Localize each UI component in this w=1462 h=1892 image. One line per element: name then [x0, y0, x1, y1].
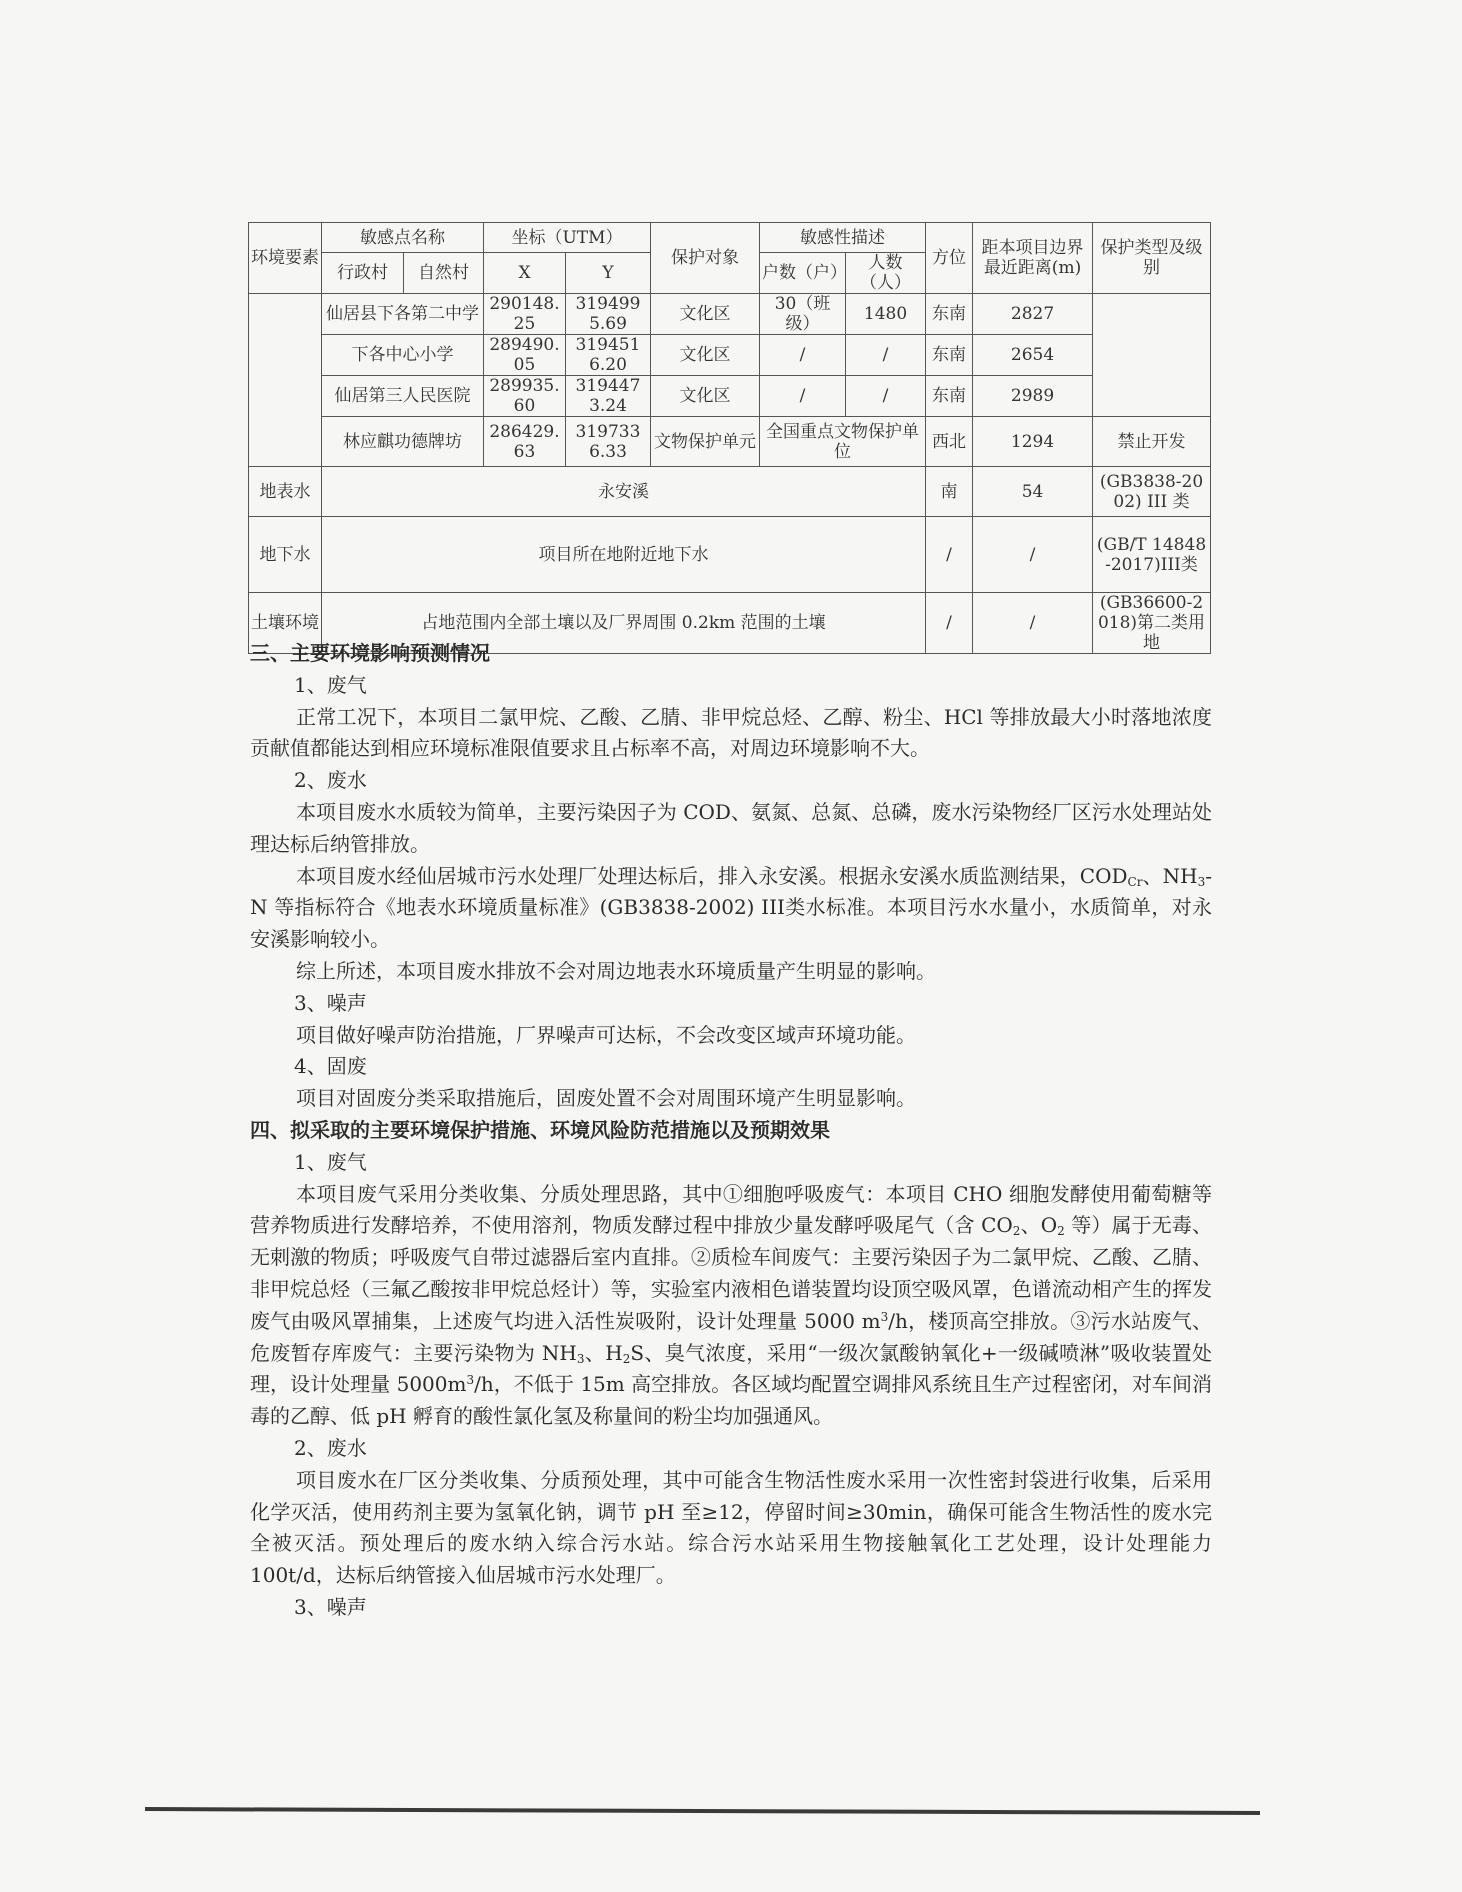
section3-title: 三、主要环境影响预测情况 [250, 641, 490, 665]
groundwater-type: (GB/T 14848-2017)III类 [1093, 517, 1211, 593]
row-obj: 文物保护单元 [651, 417, 760, 467]
surface-water-distance: 54 [973, 467, 1093, 517]
bottom-edge-line [145, 1807, 1260, 1815]
header-direction: 方位 [926, 223, 973, 294]
header-protect-obj: 保护对象 [651, 223, 760, 294]
groundwater-label: 地下水 [249, 517, 322, 593]
row-population: / [846, 335, 926, 376]
row-direction: 东南 [926, 335, 973, 376]
row-x: 289935.60 [484, 376, 566, 417]
blank-cell [249, 294, 322, 467]
row-y: 3194995.69 [566, 294, 651, 335]
row-x: 290148.25 [484, 294, 566, 335]
section3-noise-title: 3、噪声 [294, 990, 367, 1015]
row-name: 下各中心小学 [322, 335, 484, 376]
header-coord: 坐标（UTM） [484, 223, 651, 253]
row-obj: 文化区 [651, 335, 760, 376]
header-y: Y [566, 253, 651, 294]
row-obj: 文化区 [651, 294, 760, 335]
section4-wastewater-title: 2、废水 [294, 1435, 367, 1460]
row-name: 仙居县下各第二中学 [322, 294, 484, 335]
section3-wastewater-text3: 综上所述，本项目废水排放不会对周边地表水环境质量产生明显的影响。 [296, 958, 936, 983]
table-row [249, 417, 1211, 467]
row-households: 全国重点文物保护单位 [760, 417, 926, 467]
section3-wastewater-text2: 本项目废水经仙居城市污水处理厂处理达标后，排入永安溪。根据永安溪水质监测结果，$COD_{Cr}$、$NH_3-N$ 等指标符合《地表水环境质量标准》(GB3838-2002) III类水标准。本项目污水水量小，水质简单，对永安溪影响较小。 [250, 863, 1212, 952]
groundwater-distance: / [973, 517, 1093, 593]
row-distance: 1294 [973, 417, 1093, 467]
row-households: / [760, 376, 846, 417]
row-households: / [760, 335, 846, 376]
soil-type: (GB36600-2018)第二类用地 [1093, 593, 1211, 654]
blank-cell [1093, 294, 1211, 417]
surface-water-direction: 南 [926, 467, 973, 517]
row-direction: 东南 [926, 294, 973, 335]
soil-direction: / [926, 593, 973, 654]
row-direction: 西北 [926, 417, 973, 467]
row-population: 1480 [846, 294, 926, 335]
header-x: X [484, 253, 566, 294]
row-y: 3194516.20 [566, 335, 651, 376]
section4-exhaust-title: 1、废气 [294, 1149, 367, 1174]
header-distance: 距本项目边界最近距离(m) [973, 223, 1093, 294]
row-obj: 文化区 [651, 376, 760, 417]
table-row [249, 467, 1211, 517]
section3-wastewater-text1: 本项目废水水质较为简单，主要污染因子为 COD、氨氮、总氮、总磷，废水污染物经厂区污水处理站处理达标后纳管排放。 [250, 799, 1212, 856]
row-name: 林应麒功德牌坊 [322, 417, 484, 467]
row-y: 3194473.24 [566, 376, 651, 417]
soil-distance: / [973, 593, 1093, 654]
table-row [249, 376, 1211, 417]
row-population: / [846, 376, 926, 417]
section3-solid-waste-text: 项目对固废分类采取措施后，固废处置不会对周围环境产生明显影响。 [296, 1086, 916, 1111]
row-direction: 东南 [926, 376, 973, 417]
row-distance: 2654 [973, 335, 1093, 376]
table-row [249, 294, 1211, 335]
section4-wastewater-text: 项目废水在厂区分类收集、分质预处理，其中可能含生物活性废水采用一次性密封袋进行收集，后采用化学灭活，使用药剂主要为氢氧化钠，调节 pH 至≥12，停留时间≥30min，确保可能含生物活性的废水完全被灭活。预处理后的废水纳入综合污水站。综合污水站采用生物接触氧化工艺处理，设计处理能力 100t/d，达标后纳管接入仙居城市污水处理厂。 [250, 1467, 1212, 1588]
groundwater-desc: 项目所在地附近地下水 [322, 517, 926, 593]
row-protect-type: 禁止开发 [1093, 417, 1211, 467]
header-population: 人数（人） [846, 253, 926, 294]
row-x: 289490.05 [484, 335, 566, 376]
row-households: 30（班级） [760, 294, 846, 335]
soil-label: 土壤环境 [249, 593, 322, 654]
section3-noise-text: 项目做好噪声防治措施，厂界噪声可达标，不会改变区域声环境功能。 [296, 1022, 916, 1047]
row-distance: 2989 [973, 376, 1093, 417]
sensitive-points-table [248, 222, 1211, 654]
row-y: 3197336.33 [566, 417, 651, 467]
table-row [249, 517, 1211, 593]
soil-desc: 占地范围内全部土壤以及厂界周围 0.2km 范围的土壤 [322, 593, 926, 654]
section3-exhaust-text: 正常工况下，本项目二氯甲烷、乙酸、乙腈、非甲烷总烃、乙醇、粉尘、HCl 等排放最大小时落地浓度贡献值都能达到相应环境标准限值要求且占标率不高，对周边环境影响不大。 [250, 704, 1212, 761]
row-distance: 2827 [973, 294, 1093, 335]
header-protect-type: 保护类型及级别 [1093, 223, 1211, 294]
header-env-element: 环境要素 [249, 223, 322, 294]
header-households: 户数（户） [760, 253, 846, 294]
section3-solid-waste-title: 4、固废 [294, 1054, 367, 1079]
surface-water-type: (GB3838-2002) III 类 [1093, 467, 1211, 517]
section3-exhaust-title: 1、废气 [294, 672, 367, 697]
header-natural-village: 自然村 [404, 253, 484, 294]
row-name: 仙居第三人民医院 [322, 376, 484, 417]
groundwater-direction: / [926, 517, 973, 593]
section4-exhaust-text: 本项目废气采用分类收集、分质处理思路，其中①细胞呼吸废气：本项目 CHO 细胞发酵使用葡萄糖等营养物质进行发酵培养，不使用溶剂，物质发酵过程中排放少量发酵呼吸尾气（含 $CO_2$、$O_2$ 等）属于无毒、无刺激的物质；呼吸废气自带过滤器后室内直排。②质检车间废气：主要污染因子为二氯甲烷、乙酸、乙腈、非甲烷总烃（三氟乙酸按非甲烷总烃计）等，实验室内液相色谱装置均设顶空吸风罩，色谱流动相产生的挥发废气由吸风罩捕集，上述废气均进入活性炭吸附，设计处理量 5000 $m^3/h$，楼顶高空排放。③污水站废气、危废暂存库废气：主要污染物为 $NH_3$、$H_2S$、臭气浓度，采用“一级次氯酸钠氧化+一级碱喷淋”吸收装置处理，设计处理量 $5000m^3/h$，不低于 15m 高空排放。各区域均配置空调排风系统且生产过程密闭，对车间消毒的乙醇、低 pH 孵育的酸性氯化氢及称量间的粉尘均加强通风。 [250, 1181, 1212, 1429]
header-sensitive-name: 敏感点名称 [322, 223, 484, 253]
row-x: 286429.63 [484, 417, 566, 467]
header-admin-village: 行政村 [322, 253, 404, 294]
section4-title: 四、拟采取的主要环境保护措施、环境风险防范措施以及预期效果 [250, 1117, 830, 1142]
header-sens-desc: 敏感性描述 [760, 223, 926, 253]
document-body [250, 638, 1212, 1624]
section3-wastewater-title: 2、废水 [294, 768, 367, 793]
table-row [249, 335, 1211, 376]
surface-water-desc: 永安溪 [322, 467, 926, 517]
surface-water-label: 地表水 [249, 467, 322, 517]
section4-noise-title: 3、噪声 [294, 1594, 367, 1619]
